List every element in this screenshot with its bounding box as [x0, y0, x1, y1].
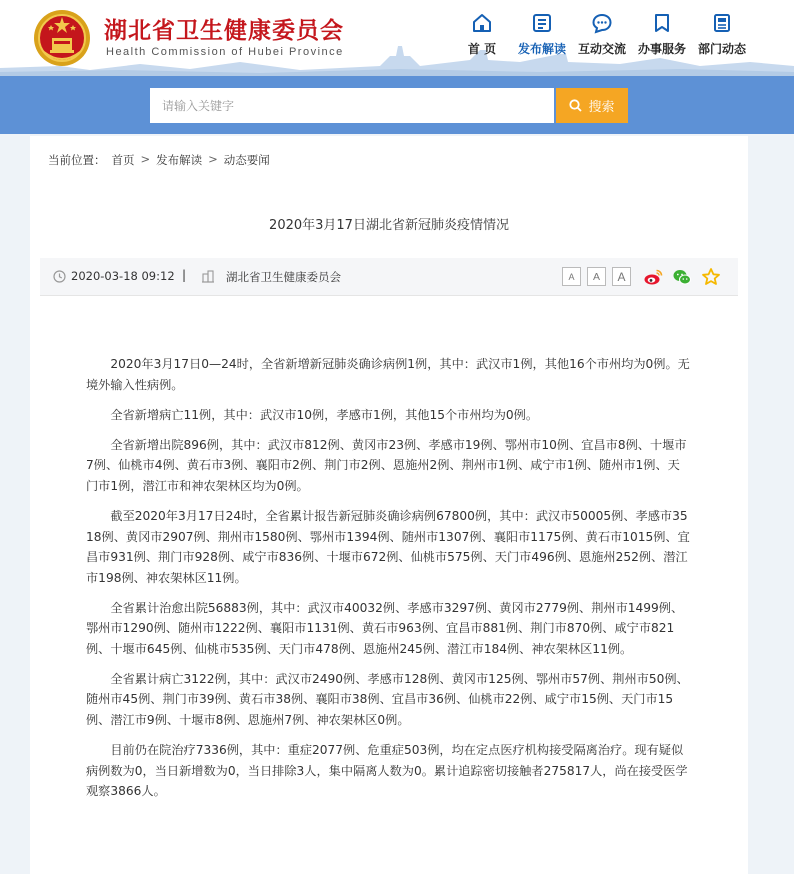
bookmark-icon [651, 12, 673, 34]
article-paragraph: 全省累计治愈出院56883例，其中：武汉市40032例、孝感市3297例、黄冈市2779例、荆州市1499例、鄂州市1290例、随州市1222例、襄阳市1131例、黄石市963例、宜昌市881例、荆门市870例、咸宁市821例、十堰市645例、仙桃市535例、天门市478例、恩施州245例、潜江市184例、神农架林区11例。 [86, 600, 684, 656]
nav-label: 首 页 [467, 42, 497, 56]
nav-label: 办事服务 [637, 42, 686, 56]
breadcrumb-item-home[interactable]: 首页 [111, 153, 135, 167]
site-title: 湖北省卫生健康委员会 [104, 18, 344, 44]
star-icon[interactable] [701, 267, 721, 287]
breadcrumb-item-news[interactable]: 动态要闻 [223, 153, 270, 167]
breadcrumb-item-release[interactable]: 发布解读 [156, 153, 203, 167]
nav-item-home[interactable] [452, 12, 512, 57]
search-band [0, 76, 794, 134]
search-button[interactable] [556, 88, 628, 123]
search-button-label: 搜索 [588, 100, 615, 115]
font-size-medium-button[interactable]: A [587, 267, 606, 286]
publish-date: 2020-03-18 09:12 [71, 269, 175, 283]
article-title: 2020年3月17日湖北省新冠肺炎疫情情况 [269, 218, 509, 233]
nav-item-services[interactable] [632, 12, 692, 57]
national-emblem-icon [32, 8, 92, 68]
meta-divider: | [182, 268, 187, 282]
article-meta-bar [40, 258, 738, 296]
article-body [86, 354, 692, 811]
breadcrumb-separator: > [140, 152, 151, 166]
nav-label: 互动交流 [577, 42, 626, 56]
document-icon [531, 12, 553, 34]
wechat-icon[interactable] [672, 267, 692, 287]
clock-icon [53, 270, 66, 283]
site-subtitle: Health Commission of Hubei Province [106, 46, 344, 58]
site-header [0, 0, 794, 76]
article-source: 湖北省卫生健康委员会 [226, 270, 341, 284]
article-paragraph: 2020年3月17日0—24时，全省新增新冠肺炎确诊病例1例，其中：武汉市1例，其他16个市州均为0例。无境外输入性病例。 [86, 357, 690, 392]
main-nav [452, 12, 752, 57]
news-icon [711, 12, 733, 34]
nav-item-interaction[interactable] [572, 12, 632, 57]
nav-label: 发布解读 [517, 42, 566, 56]
chat-icon [591, 12, 613, 34]
font-size-small-button[interactable]: A [562, 267, 581, 286]
weibo-icon[interactable] [643, 267, 663, 287]
building-icon [201, 269, 215, 283]
article-paragraph: 全省新增病亡11例，其中：武汉市10例，孝感市1例，其他15个市州均为0例。 [110, 407, 539, 422]
article-paragraph: 截至2020年3月17日24时，全省累计报告新冠肺炎确诊病例67800例，其中：武汉市50005例、孝感市3518例、黄冈市2907例、荆州市1580例、鄂州市1394例、随州市1307例、襄阳市1175例、黄石市1015例、宜昌市931例、荆门市928例、咸宁市836例、十堰市672例、仙桃市575例、天门市496例、恩施州252例、潜江市198例、神农架林区11例。 [86, 509, 690, 585]
nav-item-release[interactable] [512, 12, 572, 57]
search-input[interactable] [150, 88, 554, 123]
nav-item-department-news[interactable] [692, 12, 752, 57]
home-icon [471, 12, 493, 34]
breadcrumb-prefix: 当前位置： [48, 153, 106, 167]
article-paragraph: 全省新增出院896例，其中：武汉市812例、黄冈市23例、孝感市19例、鄂州市10例、宜昌市8例、十堰市7例、仙桃市4例、黄石市3例、襄阳市2例、荆门市2例、恩施州2例、荆州市1例、咸宁市1例、随州市1例、天门市1例，潜江市和神农架林区均为0例。 [86, 437, 687, 493]
article-paragraph: 目前仍在院治疗7336例，其中：重症2077例、危重症503例，均在定点医疗机构接受隔离治疗。现有疑似病例数为0，当日新增数为0，当日排除3人，集中隔离人数为0。累计追踪密切接触者275817人，尚在接受医学观察3866人。 [86, 743, 688, 799]
search-icon [569, 99, 582, 112]
content-card [30, 136, 748, 874]
nav-label: 部门动态 [697, 42, 746, 56]
article-paragraph: 全省累计病亡3122例，其中：武汉市2490例、孝感市128例、黄冈市125例、鄂州市57例、荆州市50例、随州市45例、荆门市39例、黄石市38例、襄阳市38例、宜昌市36例、仙桃市22例、咸宁市15例、天门市15例、潜江市9例、十堰市8例、恩施州7例、神农架林区0例。 [86, 671, 689, 727]
breadcrumb-separator: > [208, 152, 218, 166]
breadcrumb [48, 152, 270, 168]
font-size-large-button[interactable]: A [612, 267, 631, 286]
